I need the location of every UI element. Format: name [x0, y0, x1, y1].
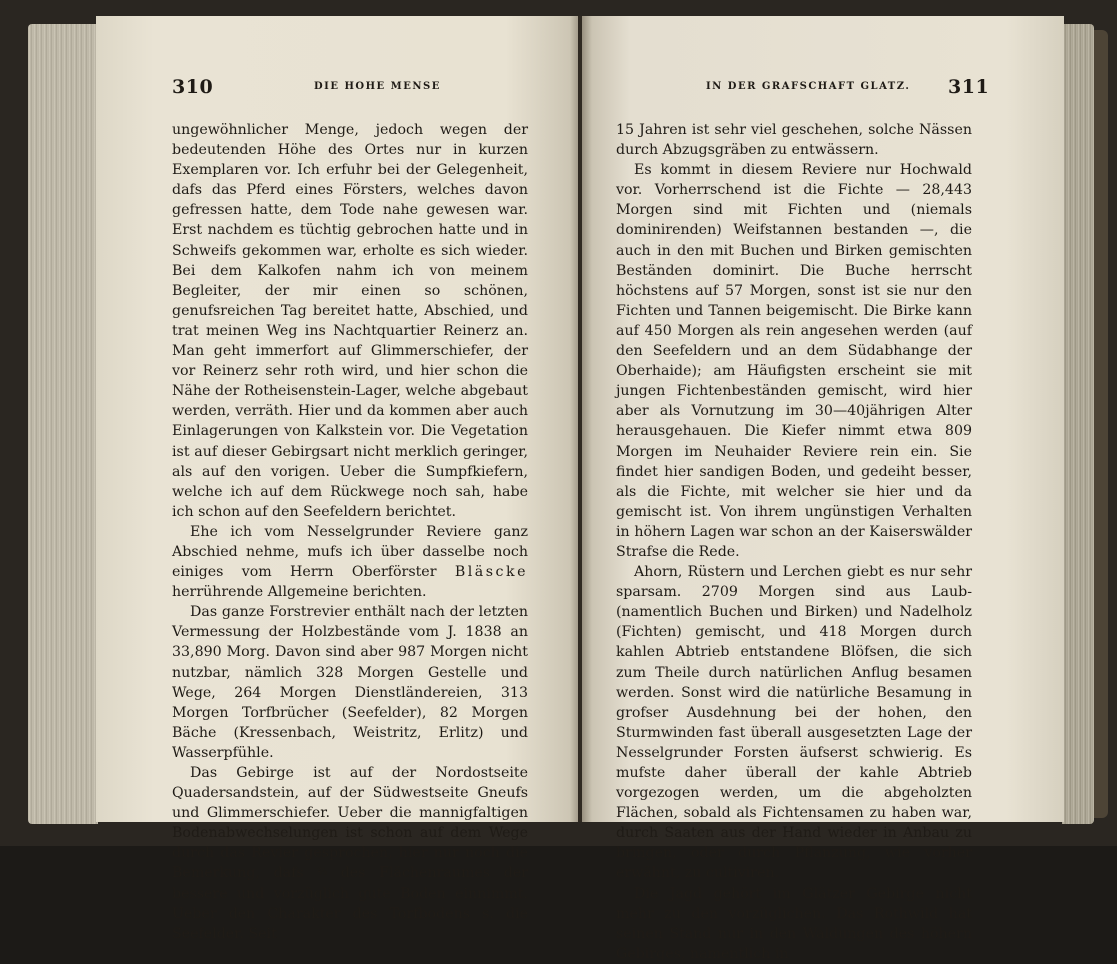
paragraph-text: herrührende Allgemeine berichten.: [172, 584, 427, 601]
right-page-number: 311: [948, 76, 990, 98]
right-page-text: [616, 120, 972, 964]
paragraph: [172, 763, 528, 944]
left-running-title: DIE HOHE MENSE: [314, 81, 441, 92]
left-page-number: 310: [172, 76, 214, 98]
paragraph: Die Jagd gehört im Glätzer Gebirge nicht mehr zu den vorzüglichen. Das Rothwild hat seinen Stand nur in den Waldungen des höhern Gebirges, namentlich in: [616, 885, 972, 962]
paragraph: Das ganze Forstrevier enthält nach der letzten Vermessung der Holzbestände vom J. 1838 an 33,890 Morg. Davon sind aber 987 Morgen nicht nutzbar, nämlich 328 Morgen Gestelle und Wege, 264 Morgen Dienstländereien, 313 Morgen Torfbrücher (Seefelder), 82 Morgen Bäche (Kressenbach, Weistritz, Erlitz) und Wasserpfühle.: [172, 604, 528, 761]
left-page-text: [172, 120, 528, 944]
right-running-head: [582, 76, 1064, 106]
paragraph: [172, 522, 528, 602]
book-cover-edge: [1094, 30, 1108, 818]
right-page: [582, 16, 1064, 962]
left-page-edges: [28, 24, 98, 824]
left-running-head: [96, 76, 578, 106]
right-page-edges: [1062, 24, 1094, 824]
paragraph: Es kommt in diesem Reviere nur Hochwald vor. Vorherrschend ist die Fichte — 28,443 Morgen sind mit Fichten und (niemals dominirenden) Weifstannen bestanden —, die auch in den mit Buchen und Birken gemischten Beständen dominirt. Die Buche herrscht höchstens auf 57 Morgen, sonst ist sie nur den Fichten und Tannen beigemischt. Die Birke kann auf 450 Morgen als rein angesehen werden (auf den Seefeldern und an dem Südabhange der Oberhaide); am Häufigsten erscheint sie mit jungen Fichtenbeständen gemischt, wird hier aber als Vornutzung im 30—40jährigen Alter herausgehauen. Die Kiefer nimmt etwa 809 Morgen im Neuhaider Reviere rein ein. Sie findet hier sandigen Boden, und gedeiht besser, als die Fichte, mit welcher sie hier und da gemischt ist. Von ihrem ungünstigen Verhalten in höhern Lagen war schon an der Kaiserswälder Strafse die Rede.: [616, 162, 972, 560]
fraction: ⅔: [317, 867, 328, 879]
left-page: [96, 16, 578, 942]
paragraph-text: Ehe ich vom Nesselgrunder Reviere ganz Abschied nehme, mufs ich über dasselbe noch einiges vom Herrn Oberförster: [172, 523, 528, 581]
paragraph-text: des Flächenraumes der bessere und vorzüglich gute Boden einnimmt. Ueber den Charakter des Torfbodens s. die Seefelder. Seit: [172, 865, 529, 942]
right-running-title: IN DER GRAFSCHAFT GLATZ.: [706, 81, 911, 92]
paragraph: ungewöhnlicher Menge, jedoch wegen der bedeutenden Höhe des Ortes nur in kurzen Exemplaren vor. Ich erfuhr bei der Gelegenheit, dafs das Pferd eines Försters, welches davon gefressen hatte, dem Tode nahe gewesen war. Erst nachdem es tüchtig gebrochen hatte und in Schweifs gekommen war, erholte es sich wieder. Bei dem Kalkofen nahm ich von meinem Begleiter, der mir einen so schönen, genufsreichen Tag bereitet hatte, Abschied, und trat meinen Weg ins Nachtquartier Reinerz an. Man geht immerfort auf Glimmerschiefer, der vor Reinerz sehr roth wird, und hier schon die Nähe der Rotheisenstein-Lager, welche abgebaut werden, verräth. Hier und da kommen aber auch Einlagerungen von Kalkstein vor. Die Vegetation ist auf dieser Gebirgsart nicht merklich geringer, als auf den vorigen. Ueber die Sumpfkiefern, welche ich auf dem Rückwege noch sah, habe ich schon auf den Seefeldern berichtet.: [172, 122, 528, 520]
paragraph: Ahorn, Rüstern und Lerchen giebt es nur sehr sparsam. 2709 Morgen sind aus Laub- (namentlich Buchen und Birken) und Nadelholz (Fichten) gemischt, und 418 Morgen durch kahlen Abtrieb entstandene Blöfsen, die sich zum Theile durch natürlichen Anflug besamen werden. Sonst wird die natürliche Besamung in grofser Ausdehnung bei der hohen, den Sturmwinden fast überall ausgesetzten Lage der Nesselgrunder Forsten äufserst schwierig. Es mufste daher überall der kahle Abtrieb vorgezogen werden, um die abgeholzten Flächen, sobald als Fichtensamen zu haben war, durch Saaten aus der Hand wieder in Anbau zu bringen, oder durch Pflanzung, wie vorher erwähnt, zu cultiviren.: [616, 564, 972, 882]
book-gutter: [570, 16, 592, 822]
person-name: Bläscke: [454, 564, 528, 581]
paragraph-text: Das Gebirge ist auf der Nordostseite Quadersandstein, auf der Südwestseite Gneufs und Glimmerschiefer. Ueber die mannigfaltigen Bodenabwechselungen ist schon auf dem Wege durch das Revier gesprochen, hier nur noch die Bemerkung, dafs: [172, 765, 528, 882]
paragraph: 15 Jahren ist sehr viel geschehen, solche Nässen durch Abzugsgräben zu entwässern.: [616, 122, 972, 159]
